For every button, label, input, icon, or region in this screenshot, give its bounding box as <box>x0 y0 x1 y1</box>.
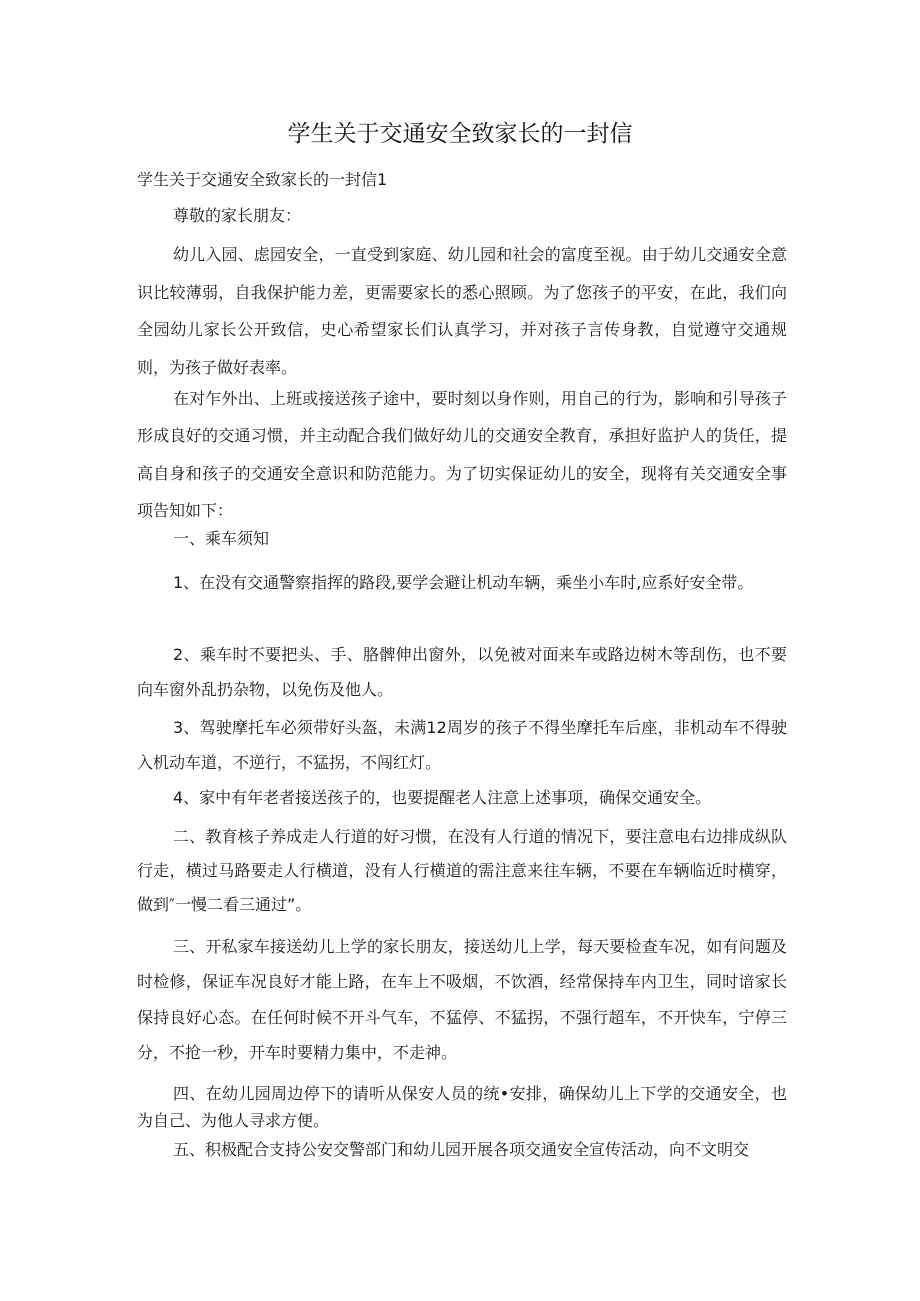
document-title: 学生关于交通安全致家长的一封信 <box>287 121 633 147</box>
section-walking: 二、教育核子养成走人行道的好习惯，在没有人行道的情况下，要注意电右边排成纵队行走，横过马路要走人行横道，没有人行横道的需注意来往车辆，不要在车辆临近时横穿，做到″一慢二看三通过”。 <box>137 827 787 914</box>
section-security-guard: 四、在幼儿园周边停下的请听从保安人员的统•安排，确保幼儿上下学的交通安全，也为自己、为他人寻求方便。 <box>137 1084 787 1130</box>
section-cooperation: 五、积极配合支持公安交警部门和幼儿园开展各项交通安全宣传活动，向不文明交 <box>173 1140 750 1159</box>
list-item-4: 4、家中有年老者接送孩子的，也要提醒老人注意上述事项，确保交通安全。 <box>173 788 712 807</box>
paragraph-intro: 幼儿入园、虑园安全，一直受到家庭、幼儿园和社会的富度至视。由于幼儿交通安全意识比较薄弱，自我保护能力差，更需要家长的悉心照顾。为了您孩子的平安，在此，我们向全园幼儿家长公开致信，史心希望家长们认真学习，并对孩子言传身教，自觉遵守交通规则，为孩子做好表率。 <box>137 245 787 377</box>
section-private-car: 三、开私家车接送幼儿上学的家长朋友，接送幼儿上学，每天要检查车况，如有问题及时检修，保证车况良好才能上路，在车上不吸烟，不饮酒，经常保持车内卫生，同时谙家长保持良好心态。在任何时候不开斗气车，不猛停、不猛拐，不强行超车，不开快车，宁停三分，不抢一秒，开车时要精力集中，不走神。 <box>137 937 787 1062</box>
list-item-2: 2、乘车时不要把头、手、胳髀伸出窗外，以免被对面来车或路边树木等刮伤，也不要向车窗外乱扔杂物，以免伤及他人。 <box>137 645 787 699</box>
paragraph-guidance: 在对乍外出、上班或接送孩子途中，要时刻以身作则，用自己的行为，影响和引导孩子形成良好的交通习惯，并主动配合我们做好幼儿的交通安全教育，承担好监护人的货任，提高自身和孩子的交通安全意识和防范能力。为了切实保证幼儿的安全，现将有关交通安全事项告知如下： <box>137 389 787 520</box>
list-item-1: 1、在没有交通警察指挥的路段,要学会避让机动车辆，乘坐小车时,应系好安全带。 <box>173 573 754 592</box>
section-heading-riding: 一、乘车须知 <box>173 529 270 548</box>
list-item-3: 3、驾驶摩托车必须带好头盔，未满12周岁的孩子不得坐摩托车后座，非机动车不得驶入机动车道，不逆行，不猛拐，不闯红灯。 <box>137 718 787 772</box>
document-subtitle: 学生关于交通安全致家长的一封信1 <box>137 170 388 189</box>
greeting: 尊敬的家长朋友： <box>173 206 302 225</box>
